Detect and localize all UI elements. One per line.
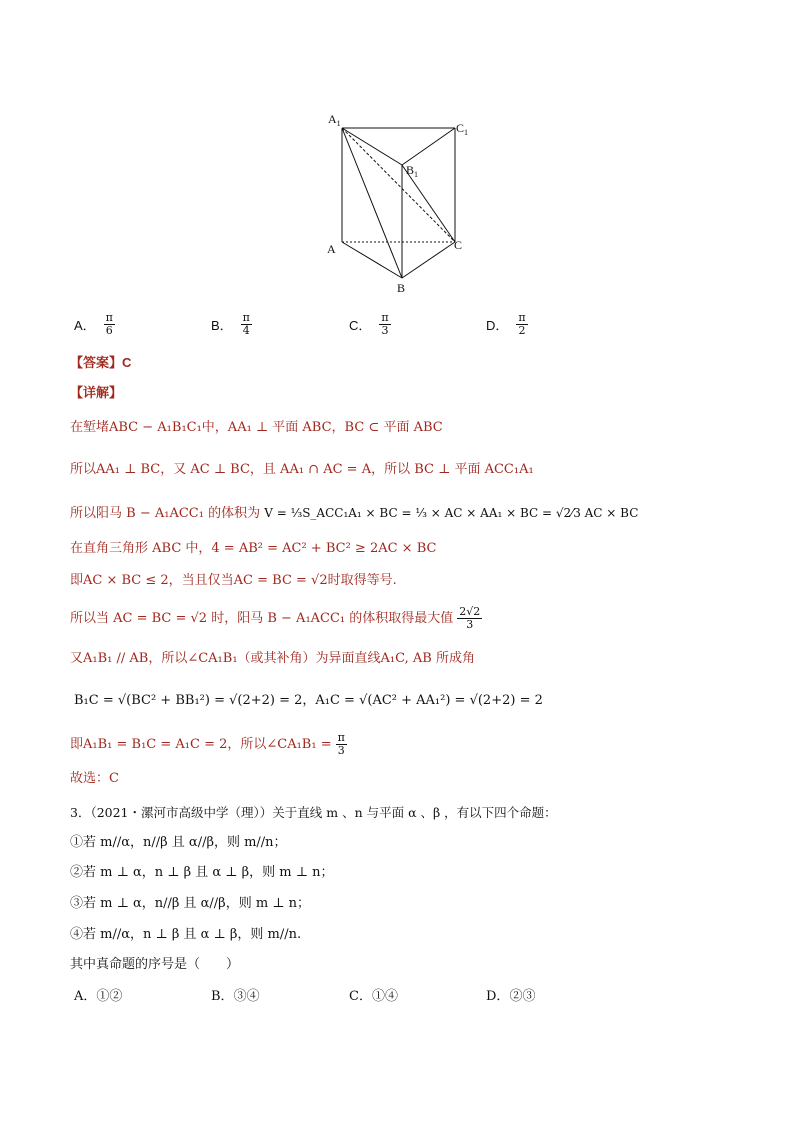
answer-line: 【答案】C (70, 355, 132, 371)
label-b: B (397, 281, 406, 295)
edge-bc (402, 242, 455, 278)
solution-line-7: 又A₁B₁ // AB，所以∠CA₁B₁（或其补角）为异面直线A₁C, AB 所成角 (70, 651, 475, 666)
edge-c1b1 (402, 128, 455, 165)
solution-line-6: 所以当 AC = BC = √2 时，阳马 B − A₁ACC₁ 的体积取得最大值 $\frac{2√2}{3}$ (70, 605, 481, 631)
label-c1: $C_1$ (456, 121, 469, 137)
q3-proposition-4: ④若 m//α，n ⊥ β 且 α ⊥ β，则 m//n. (70, 927, 302, 942)
choice-c[interactable]: C． $\frac{\pi}{3}$ (349, 311, 389, 337)
q3-proposition-1: ①若 m//α，n//β 且 α//β，则 m//n； (70, 835, 287, 850)
q3-proposition-2: ②若 m ⊥ α，n ⊥ β 且 α ⊥ β，则 m ⊥ n； (70, 865, 334, 880)
detail-label: 【详解】 (70, 386, 123, 401)
diag-a1b (342, 128, 402, 278)
label-a1: $A_1$ (328, 112, 341, 128)
q3-stem: 3．（2021・漯河市高级中学（理））关于直线 m 、n 与平面 α 、β ，有以下四个命题： (70, 805, 557, 820)
q3-proposition-3: ③若 m ⊥ α，n//β 且 α//β，则 m ⊥ n； (70, 896, 311, 911)
q3-choice-c[interactable]: C．①④ (349, 989, 398, 1004)
diag-a1c-dashed (342, 128, 455, 242)
solution-line-9: 即A₁B₁ = B₁C = A₁C = 2，所以∠CA₁B₁ = $\frac{\pi}{3}$ (70, 731, 345, 757)
solution-line-1: 在堑堵ABC − A₁B₁C₁中，AA₁ ⊥ 平面 ABC，BC ⊂ 平面 ABC (70, 420, 443, 435)
q3-question: 其中真命题的序号是（ ） (70, 957, 240, 972)
label-a: A (327, 242, 336, 256)
label-b1: $B_1$ (406, 163, 419, 179)
solution-line-4: 在直角三角形 ABC 中，4 = AB² = AC² + BC² ≥ 2AC × BC (70, 541, 437, 556)
q3-choice-a[interactable]: A．①② (74, 989, 123, 1004)
edge-a1b1 (342, 128, 402, 165)
label-c: C (454, 238, 463, 252)
choice-b[interactable]: B． $\frac{\pi}{4}$ (211, 311, 250, 337)
solution-line-10: 故选：C (70, 771, 119, 786)
solution-line-8: B₁C = √(BC² + BB₁²) = √(2+2) = 2，A₁C = √(AC² + AA₁²) = √(2+2) = 2 (74, 693, 543, 708)
choice-d[interactable]: D． $\frac{\pi}{2}$ (486, 311, 526, 337)
solution-line-3: 所以阳马 B − A₁ACC₁ 的体积为 V = ⅓S_ACC₁A₁ × BC = ⅓ × AC × AA₁ × BC = √2⁄3 AC × BC (70, 506, 639, 521)
choice-a[interactable]: A． $\frac{\pi}{6}$ (74, 311, 113, 337)
q3-choice-b[interactable]: B．③④ (211, 989, 260, 1004)
q3-choice-d[interactable]: D．②③ (486, 989, 536, 1004)
solution-line-5: 即AC × BC ≤ 2，当且仅当AC = BC = √2时取得等号. (70, 573, 397, 588)
edge-ab (342, 242, 402, 278)
solution-line-2: 所以AA₁ ⊥ BC，又 AC ⊥ BC，且 AA₁ ∩ AC = A，所以 BC ⊥ 平面 ACC₁A₁ (70, 462, 534, 477)
